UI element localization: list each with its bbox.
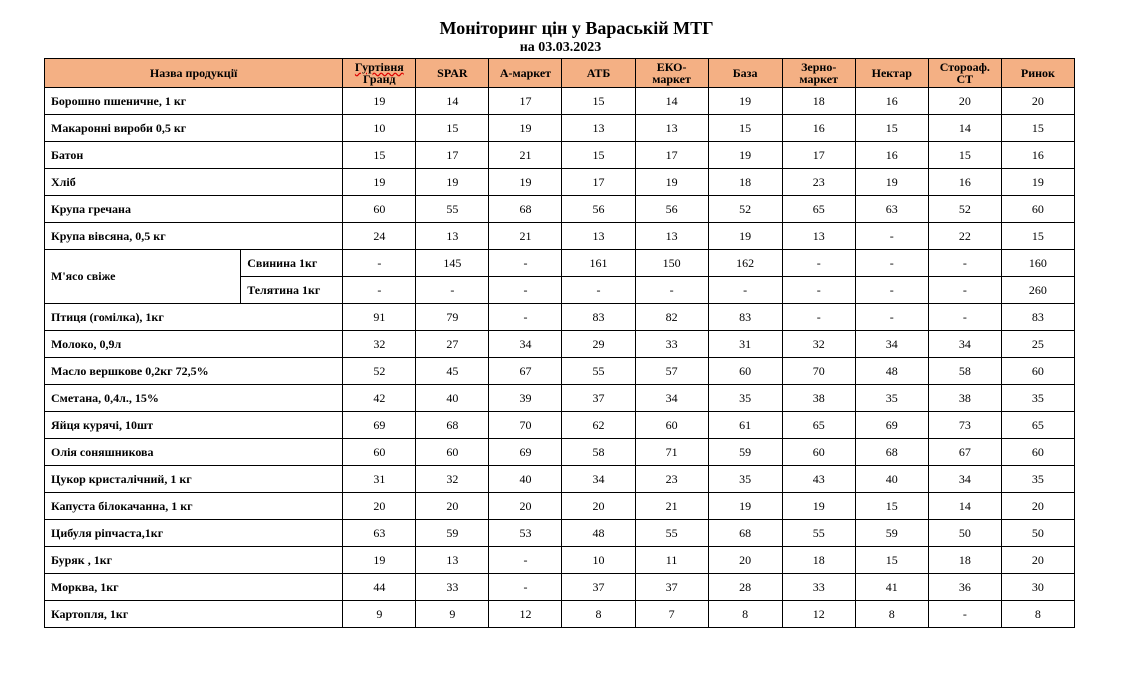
price-cell: 13 <box>635 115 708 142</box>
price-cell: 91 <box>343 304 416 331</box>
price-cell: 34 <box>928 466 1001 493</box>
table-row <box>45 142 1075 169</box>
price-cell: 60 <box>1001 439 1074 466</box>
price-cell: 32 <box>782 331 855 358</box>
header-store <box>343 59 416 88</box>
header-store <box>782 59 855 88</box>
price-cell: 61 <box>708 412 782 439</box>
price-cell: - <box>928 250 1001 277</box>
price-cell: 38 <box>782 385 855 412</box>
table-row <box>45 547 1075 574</box>
price-cell: - <box>928 601 1001 628</box>
price-cell: 35 <box>1001 385 1074 412</box>
header-store-line: А-маркет <box>499 66 552 80</box>
header-product: Назва продукції <box>45 59 343 88</box>
price-cell: 19 <box>708 493 782 520</box>
group-name: М'ясо свіже <box>45 250 241 304</box>
header-store <box>416 59 489 88</box>
price-cell: 20 <box>489 493 562 520</box>
price-cell: 55 <box>635 520 708 547</box>
header-store-line: База <box>732 66 758 80</box>
price-cell: 19 <box>343 88 416 115</box>
price-cell: 19 <box>708 223 782 250</box>
table-row <box>45 412 1075 439</box>
price-cell: 19 <box>489 115 562 142</box>
price-cell: 69 <box>855 412 928 439</box>
product-name: Капуста білокачанна, 1 кг <box>45 493 343 520</box>
product-name: Яйця курячі, 10шт <box>45 412 343 439</box>
price-cell: 15 <box>928 142 1001 169</box>
price-cell: - <box>343 250 416 277</box>
table-row <box>45 304 1075 331</box>
price-cell: 37 <box>635 574 708 601</box>
price-cell: 60 <box>635 412 708 439</box>
price-cell: 67 <box>489 358 562 385</box>
price-cell: 12 <box>489 601 562 628</box>
product-name: Морква, 1кг <box>45 574 343 601</box>
price-cell: 16 <box>1001 142 1074 169</box>
price-cell: 55 <box>782 520 855 547</box>
price-cell: 32 <box>343 331 416 358</box>
price-cell: 35 <box>1001 466 1074 493</box>
table-row <box>45 88 1075 115</box>
price-cell: 68 <box>416 412 489 439</box>
product-name: Крупа гречана <box>45 196 343 223</box>
price-cell: 58 <box>562 439 635 466</box>
product-name: Батон <box>45 142 343 169</box>
price-cell: 73 <box>928 412 1001 439</box>
price-cell: 65 <box>1001 412 1074 439</box>
price-cell: 56 <box>562 196 635 223</box>
table-row <box>45 385 1075 412</box>
price-cell: 60 <box>708 358 782 385</box>
table-body <box>45 88 1075 628</box>
price-cell: 21 <box>635 493 708 520</box>
product-name: Цукор кристалічний, 1 кг <box>45 466 343 493</box>
price-cell: 260 <box>1001 277 1074 304</box>
price-cell: 21 <box>489 142 562 169</box>
price-cell: 50 <box>928 520 1001 547</box>
price-cell: 60 <box>1001 358 1074 385</box>
header-store-line: Стороаф. <box>939 60 990 74</box>
price-cell: 63 <box>855 196 928 223</box>
price-cell: 60 <box>782 439 855 466</box>
price-cell: 21 <box>489 223 562 250</box>
price-cell: - <box>782 250 855 277</box>
price-cell: 42 <box>343 385 416 412</box>
price-cell: 19 <box>489 169 562 196</box>
price-cell: 20 <box>562 493 635 520</box>
price-cell: 18 <box>782 547 855 574</box>
price-cell: 15 <box>1001 115 1074 142</box>
price-cell: 59 <box>708 439 782 466</box>
product-name: Хліб <box>45 169 343 196</box>
price-cell: 55 <box>562 358 635 385</box>
price-cell: 43 <box>782 466 855 493</box>
price-cell: 38 <box>928 385 1001 412</box>
price-cell: 20 <box>928 88 1001 115</box>
price-cell: - <box>416 277 489 304</box>
price-cell: 60 <box>343 439 416 466</box>
price-cell: - <box>562 277 635 304</box>
product-name: Картопля, 1кг <box>45 601 343 628</box>
price-cell: 13 <box>635 223 708 250</box>
price-cell: 28 <box>708 574 782 601</box>
price-cell: 18 <box>708 169 782 196</box>
price-cell: 17 <box>489 88 562 115</box>
price-cell: 16 <box>928 169 1001 196</box>
price-cell: 39 <box>489 385 562 412</box>
table-row <box>45 196 1075 223</box>
price-cell: - <box>782 277 855 304</box>
price-cell: - <box>855 250 928 277</box>
price-cell: - <box>708 277 782 304</box>
price-cell: 12 <box>782 601 855 628</box>
price-cell: 25 <box>1001 331 1074 358</box>
price-cell: 41 <box>855 574 928 601</box>
price-cell: 82 <box>635 304 708 331</box>
header-store-line: СТ <box>956 72 974 86</box>
price-cell: 14 <box>416 88 489 115</box>
price-cell: 71 <box>635 439 708 466</box>
price-cell: 19 <box>343 169 416 196</box>
product-name: Крупа вівсяна, 0,5 кг <box>45 223 343 250</box>
price-cell: 59 <box>855 520 928 547</box>
price-cell: 62 <box>562 412 635 439</box>
price-cell: 31 <box>343 466 416 493</box>
price-cell: 60 <box>1001 196 1074 223</box>
price-cell: 31 <box>708 331 782 358</box>
header-store <box>562 59 635 88</box>
header-store <box>855 59 928 88</box>
price-cell: 34 <box>489 331 562 358</box>
table-row <box>45 493 1075 520</box>
price-cell: - <box>928 304 1001 331</box>
price-cell: 15 <box>416 115 489 142</box>
price-table <box>44 58 1075 628</box>
price-cell: 60 <box>343 196 416 223</box>
price-cell: 11 <box>635 547 708 574</box>
price-cell: - <box>855 223 928 250</box>
price-cell: 58 <box>928 358 1001 385</box>
price-cell: 14 <box>928 493 1001 520</box>
price-cell: 40 <box>855 466 928 493</box>
price-cell: 70 <box>489 412 562 439</box>
price-cell: 150 <box>635 250 708 277</box>
price-cell: 68 <box>855 439 928 466</box>
price-cell: - <box>343 277 416 304</box>
header-store-line: маркет <box>799 72 838 86</box>
price-cell: 19 <box>416 169 489 196</box>
table-row <box>45 115 1075 142</box>
price-cell: 19 <box>855 169 928 196</box>
price-cell: - <box>635 277 708 304</box>
product-name: Масло вершкове 0,2кг 72,5% <box>45 358 343 385</box>
header-store-line: Нектар <box>871 66 912 80</box>
price-cell: 162 <box>708 250 782 277</box>
price-cell: 17 <box>782 142 855 169</box>
price-cell: 17 <box>635 142 708 169</box>
product-name: Сметана, 0,4л., 15% <box>45 385 343 412</box>
product-name: Буряк , 1кг <box>45 547 343 574</box>
price-cell: 79 <box>416 304 489 331</box>
price-cell: 161 <box>562 250 635 277</box>
price-cell: 16 <box>782 115 855 142</box>
price-cell: 56 <box>635 196 708 223</box>
price-cell: 52 <box>708 196 782 223</box>
price-cell: 13 <box>416 223 489 250</box>
price-cell: 9 <box>416 601 489 628</box>
table-row <box>45 358 1075 385</box>
product-name: Олія соняшникова <box>45 439 343 466</box>
price-cell: 40 <box>489 466 562 493</box>
price-cell: 34 <box>635 385 708 412</box>
header-store-line: ЕКО- <box>656 60 687 74</box>
price-cell: 160 <box>1001 250 1074 277</box>
price-cell: 20 <box>708 547 782 574</box>
price-cell: 35 <box>708 385 782 412</box>
price-cell: 17 <box>562 169 635 196</box>
price-cell: 52 <box>343 358 416 385</box>
price-cell: 23 <box>782 169 855 196</box>
header-store-line: Гранд <box>363 72 396 86</box>
price-cell: 37 <box>562 385 635 412</box>
price-cell: 17 <box>416 142 489 169</box>
price-cell: 20 <box>1001 547 1074 574</box>
price-cell: 19 <box>708 142 782 169</box>
table-row <box>45 574 1075 601</box>
price-cell: 145 <box>416 250 489 277</box>
price-cell: 37 <box>562 574 635 601</box>
price-cell: 15 <box>562 88 635 115</box>
price-cell: 10 <box>343 115 416 142</box>
price-cell: - <box>489 277 562 304</box>
price-cell: 13 <box>562 223 635 250</box>
price-cell: 15 <box>855 493 928 520</box>
header-store <box>928 59 1001 88</box>
table-row <box>45 439 1075 466</box>
price-cell: 50 <box>1001 520 1074 547</box>
table-row <box>45 223 1075 250</box>
price-cell: 8 <box>562 601 635 628</box>
price-cell: 19 <box>343 547 416 574</box>
price-cell: 33 <box>416 574 489 601</box>
price-cell: 68 <box>708 520 782 547</box>
price-cell: 69 <box>489 439 562 466</box>
price-cell: 20 <box>416 493 489 520</box>
table-row <box>45 331 1075 358</box>
price-cell: 18 <box>928 547 1001 574</box>
price-cell: 36 <box>928 574 1001 601</box>
header-store <box>1001 59 1074 88</box>
price-cell: 16 <box>855 88 928 115</box>
subproduct-name: Свинина 1кг <box>241 250 343 277</box>
price-cell: 48 <box>562 520 635 547</box>
header-store-line: АТБ <box>586 66 611 80</box>
price-cell: 52 <box>928 196 1001 223</box>
price-cell: 15 <box>562 142 635 169</box>
product-name: Птиця (гомілка), 1кг <box>45 304 343 331</box>
product-name: Молоко, 0,9л <box>45 331 343 358</box>
price-cell: 34 <box>562 466 635 493</box>
price-cell: 7 <box>635 601 708 628</box>
header-store-line: SPAR <box>437 66 468 80</box>
price-cell: 19 <box>635 169 708 196</box>
header-store-line: Ринок <box>1020 66 1055 80</box>
product-name: Борошно пшеничне, 1 кг <box>45 88 343 115</box>
table-header-row <box>45 59 1075 88</box>
price-cell: 45 <box>416 358 489 385</box>
header-store-line: Зерно- <box>801 60 837 74</box>
price-cell: 20 <box>1001 88 1074 115</box>
price-cell: - <box>855 304 928 331</box>
price-cell: 33 <box>635 331 708 358</box>
price-cell: 83 <box>1001 304 1074 331</box>
price-cell: 83 <box>562 304 635 331</box>
page-subtitle: на 03.03.2023 <box>519 40 602 55</box>
price-cell: 30 <box>1001 574 1074 601</box>
price-cell: 14 <box>928 115 1001 142</box>
price-cell: 69 <box>343 412 416 439</box>
price-cell: 20 <box>1001 493 1074 520</box>
price-cell: 15 <box>708 115 782 142</box>
price-cell: - <box>782 304 855 331</box>
header-store-line: Гуртівня <box>354 60 404 74</box>
subproduct-name: Телятина 1кг <box>241 277 343 304</box>
price-cell: 8 <box>708 601 782 628</box>
price-cell: 24 <box>343 223 416 250</box>
price-cell: 15 <box>855 115 928 142</box>
price-cell: 35 <box>855 385 928 412</box>
header-store <box>635 59 708 88</box>
price-cell: 9 <box>343 601 416 628</box>
price-cell: 10 <box>562 547 635 574</box>
price-cell: 67 <box>928 439 1001 466</box>
table-row <box>45 466 1075 493</box>
price-cell: 14 <box>635 88 708 115</box>
price-cell: 13 <box>782 223 855 250</box>
price-cell: 22 <box>928 223 1001 250</box>
price-cell: 19 <box>1001 169 1074 196</box>
price-cell: 33 <box>782 574 855 601</box>
table-row <box>45 520 1075 547</box>
price-cell: 59 <box>416 520 489 547</box>
price-cell: 13 <box>562 115 635 142</box>
price-cell: 19 <box>782 493 855 520</box>
price-cell: 70 <box>782 358 855 385</box>
price-cell: 55 <box>416 196 489 223</box>
table-row <box>45 250 1075 277</box>
price-cell: 48 <box>855 358 928 385</box>
price-cell: - <box>855 277 928 304</box>
price-cell: 53 <box>489 520 562 547</box>
page-title: Моніторинг цін у Вараській МТГ <box>439 18 714 38</box>
price-cell: 15 <box>1001 223 1074 250</box>
table-row <box>45 601 1075 628</box>
price-cell: 23 <box>635 466 708 493</box>
price-cell: 34 <box>928 331 1001 358</box>
price-cell: 83 <box>708 304 782 331</box>
price-cell: 18 <box>782 88 855 115</box>
price-cell: 15 <box>855 547 928 574</box>
price-cell: 8 <box>855 601 928 628</box>
price-cell: - <box>928 277 1001 304</box>
header-store <box>708 59 782 88</box>
product-name: Макаронні вироби 0,5 кг <box>45 115 343 142</box>
price-cell: 63 <box>343 520 416 547</box>
price-cell: 44 <box>343 574 416 601</box>
price-cell: 34 <box>855 331 928 358</box>
price-cell: 65 <box>782 412 855 439</box>
price-cell: - <box>489 574 562 601</box>
header-store-line: маркет <box>652 72 691 86</box>
price-cell: 35 <box>708 466 782 493</box>
price-cell: 60 <box>416 439 489 466</box>
price-cell: - <box>489 547 562 574</box>
price-cell: 65 <box>782 196 855 223</box>
price-cell: 32 <box>416 466 489 493</box>
price-cell: - <box>489 304 562 331</box>
price-cell: 57 <box>635 358 708 385</box>
price-cell: 16 <box>855 142 928 169</box>
price-cell: 68 <box>489 196 562 223</box>
price-cell: 13 <box>416 547 489 574</box>
price-cell: 15 <box>343 142 416 169</box>
product-name: Цибуля ріпчаста,1кг <box>45 520 343 547</box>
price-cell: 40 <box>416 385 489 412</box>
price-cell: 8 <box>1001 601 1074 628</box>
table-row <box>45 169 1075 196</box>
price-cell: - <box>489 250 562 277</box>
header-store <box>489 59 562 88</box>
price-cell: 20 <box>343 493 416 520</box>
price-cell: 29 <box>562 331 635 358</box>
price-cell: 19 <box>708 88 782 115</box>
price-cell: 27 <box>416 331 489 358</box>
